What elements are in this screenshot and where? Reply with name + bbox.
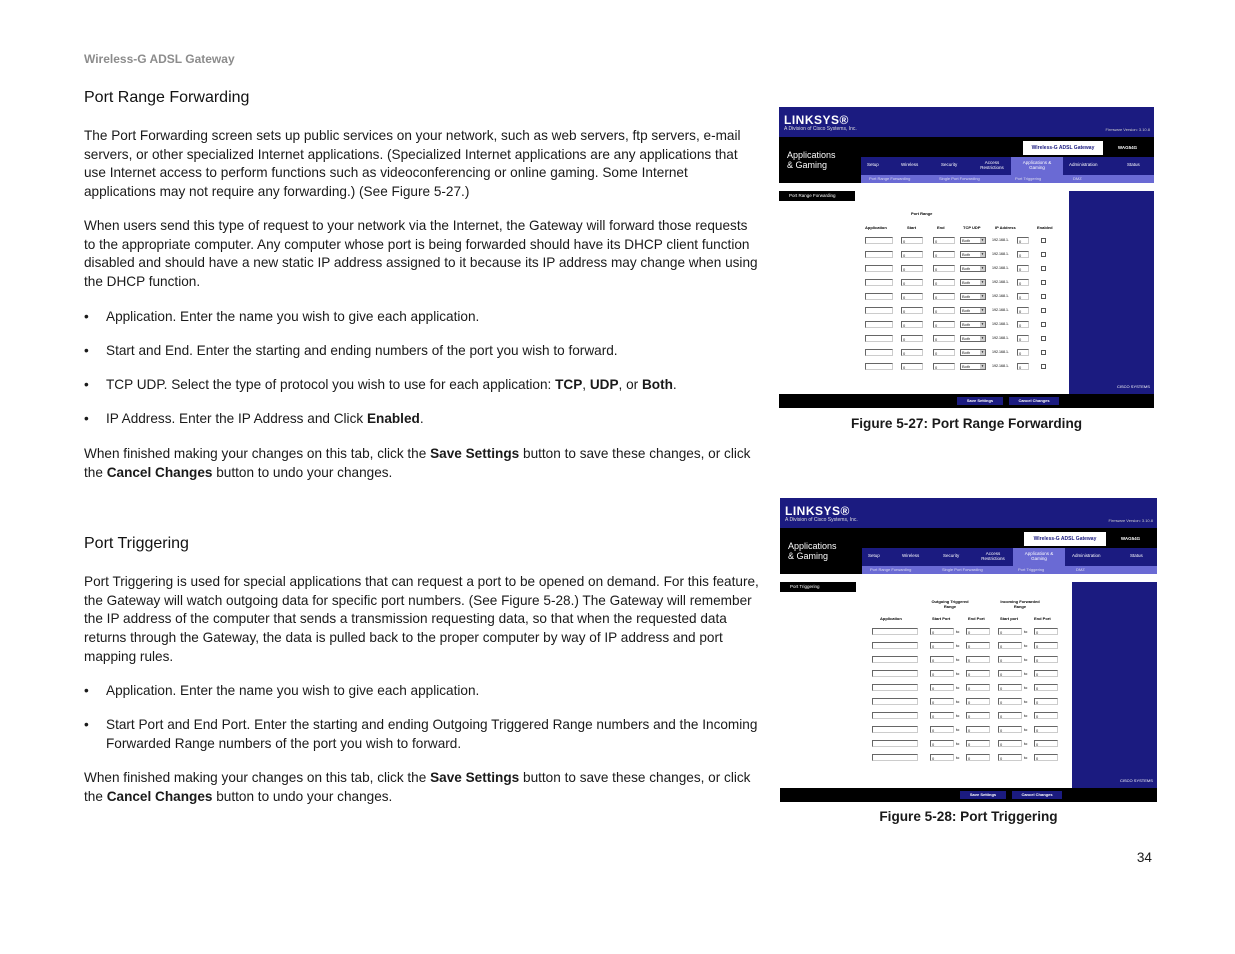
- forward-start-field: 0: [998, 656, 1022, 663]
- to-label: to: [956, 699, 960, 704]
- enabled-checkbox: [1041, 350, 1046, 355]
- application-field: [865, 237, 893, 244]
- protocol-select: Both ▼: [960, 237, 986, 244]
- to-label: to: [956, 629, 960, 634]
- chevron-down-icon: ▼: [981, 350, 984, 354]
- ip-prefix: 192.168.1.: [992, 308, 1009, 312]
- logo-subtitle: A Division of Cisco Systems, Inc.: [785, 517, 858, 523]
- right-help-pane: [1069, 191, 1154, 394]
- ip-last-octet-field: 0: [1017, 321, 1029, 328]
- outgoing-range-header: Outgoing Triggered Range: [931, 599, 969, 609]
- application-field: [872, 656, 918, 663]
- enabled-checkbox: [1041, 336, 1046, 341]
- figure-port-range-forwarding-screenshot: [779, 107, 1154, 408]
- list-item-text: Start and End. Enter the starting and ending numbers of the port you wish to forward.: [106, 343, 618, 358]
- tab-wireless: Wireless: [902, 553, 920, 558]
- forward-end-field: 0: [1034, 670, 1058, 677]
- chevron-down-icon: ▼: [981, 294, 984, 298]
- ip-prefix: 192.168.1.: [992, 336, 1009, 340]
- trigger-end-field: 0: [966, 712, 990, 719]
- section-heading-port-triggering: Port Triggering: [84, 535, 189, 552]
- application-field: [872, 642, 918, 649]
- tab-setup: Setup: [868, 553, 880, 558]
- trigger-start-field: 0: [930, 726, 954, 733]
- tab-security: Security: [943, 553, 960, 558]
- to-label: to: [1024, 741, 1028, 746]
- protocol-select: Both ▼: [960, 321, 986, 328]
- forward-end-field: 0: [1034, 684, 1058, 691]
- incoming-range-header: Incoming Forwarded Range: [1000, 599, 1040, 609]
- enabled-checkbox: [1041, 294, 1046, 299]
- trigger-end-field: 0: [966, 754, 990, 761]
- enabled-checkbox: [1041, 280, 1046, 285]
- ip-prefix: 192.168.1.: [992, 322, 1009, 326]
- subtab-single-port-forwarding: Single Port Forwarding: [942, 567, 983, 572]
- column-header: Application: [880, 616, 902, 621]
- end-port-field: 0: [933, 293, 955, 300]
- end-port-field: 0: [933, 363, 955, 370]
- end-port-field: 0: [933, 349, 955, 356]
- subtab-port-range-forwarding: Port Range Forwarding: [870, 567, 912, 572]
- protocol-select: Both ▼: [960, 293, 986, 300]
- tab-administration: Administration: [1072, 553, 1101, 558]
- application-field: [872, 670, 918, 677]
- application-field: [872, 726, 918, 733]
- to-label: to: [1024, 671, 1028, 676]
- to-label: to: [956, 643, 960, 648]
- enabled-checkbox: [1041, 308, 1046, 313]
- running-header: Wireless-G ADSL Gateway: [84, 52, 235, 66]
- list-item-text: TCP UDP. Select the type of protocol you wish to use for each application: TCP, UDP, or Both.: [106, 377, 677, 392]
- paragraph: Port Triggering is used for special applications that can request a port to be opened on demand. For this feature, the Gateway will watch outgoing data for specific port numbers. (See Figure 5-28.) The Gateway will remember the IP address of the computer that sends a transmission requesting data, so that when the requested data returns through the Gateway, the data is pulled back to the proper computer by way of IP address and port mapping rules.: [84, 574, 759, 664]
- left-section-label: Port Range Forwarding: [779, 191, 855, 201]
- forward-start-field: 0: [998, 754, 1022, 761]
- ip-prefix: 192.168.1.: [992, 266, 1009, 270]
- to-label: to: [956, 685, 960, 690]
- forward-end-field: 0: [1034, 754, 1058, 761]
- end-port-field: 0: [933, 251, 955, 258]
- application-field: [872, 740, 918, 747]
- tab-wireless: Wireless: [901, 162, 919, 167]
- column-header: TCP UDP: [963, 225, 981, 230]
- paragraph: When users send this type of request to your network via the Internet, the Gateway will forward those requests to the appropriate computer. Any computer whose port is being forwarded should have its DHCP client function disabled and should have a new static IP address assigned to it because its IP address may change when using the DHCP function.: [84, 218, 758, 290]
- forward-start-field: 0: [998, 670, 1022, 677]
- to-label: to: [956, 657, 960, 662]
- tab-access-restrictions: Access Restrictions: [981, 551, 1005, 561]
- start-port-field: 0: [901, 363, 923, 370]
- start-port-field: 0: [901, 307, 923, 314]
- protocol-select: Both ▼: [960, 279, 986, 286]
- end-port-field: 0: [933, 279, 955, 286]
- trigger-start-field: 0: [930, 642, 954, 649]
- forward-end-field: 0: [1034, 726, 1058, 733]
- start-port-field: 0: [901, 335, 923, 342]
- enabled-checkbox: [1041, 252, 1046, 257]
- bullet-mark: •: [84, 343, 89, 358]
- trigger-start-field: 0: [930, 712, 954, 719]
- list-item-text: IP Address. Enter the IP Address and Click Enabled.: [106, 411, 424, 426]
- forward-end-field: 0: [1034, 656, 1058, 663]
- bullet-mark: •: [84, 377, 89, 392]
- nav-section-title: Applications & Gaming: [787, 150, 836, 170]
- application-field: [872, 684, 918, 691]
- protocol-select: Both ▼: [960, 349, 986, 356]
- section-heading-port-range-forwarding: Port Range Forwarding: [84, 89, 250, 106]
- paragraph: When finished making your changes on this tab, click the Save Settings button to save these changes, or click the Cancel Changes button to undo your changes.: [84, 446, 751, 480]
- forward-start-field: 0: [998, 642, 1022, 649]
- trigger-start-field: 0: [930, 628, 954, 635]
- ip-last-octet-field: 0: [1017, 307, 1029, 314]
- chevron-down-icon: ▼: [981, 364, 984, 368]
- tab-setup: Setup: [867, 162, 879, 167]
- forward-end-field: 0: [1034, 740, 1058, 747]
- application-field: [872, 712, 918, 719]
- end-port-field: 0: [933, 265, 955, 272]
- protocol-select: Both ▼: [960, 265, 986, 272]
- trigger-end-field: 0: [966, 698, 990, 705]
- ip-last-octet-field: 0: [1017, 335, 1029, 342]
- enabled-checkbox: [1041, 266, 1046, 271]
- trigger-start-field: 0: [930, 740, 954, 747]
- firmware-version: Firmware Version: 3.10.8: [1108, 518, 1153, 523]
- to-label: to: [1024, 755, 1028, 760]
- tab-status: Status: [1130, 553, 1143, 558]
- forward-end-field: 0: [1034, 698, 1058, 705]
- column-header: Enabled: [1037, 225, 1053, 230]
- paragraph: The Port Forwarding screen sets up public services on your network, such as web servers, ftp servers, e-mail servers, or other specialized Internet applications. (Specialized Internet applications are any applications that use Internet access to perform functions such as videoconferencing or online gaming. Some Internet applications may not require any forwarding.) (See Figure 5-27.): [84, 128, 741, 200]
- start-port-field: 0: [901, 251, 923, 258]
- tab-applications-gaming: Applications & Gaming: [1022, 160, 1052, 170]
- to-label: to: [1024, 713, 1028, 718]
- tab-applications-gaming: Applications & Gaming: [1024, 551, 1054, 561]
- subtab-dmz: DMZ: [1073, 176, 1082, 181]
- to-label: to: [1024, 699, 1028, 704]
- chevron-down-icon: ▼: [981, 280, 984, 284]
- application-field: [872, 628, 918, 635]
- chevron-down-icon: ▼: [981, 322, 984, 326]
- protocol-select: Both ▼: [960, 335, 986, 342]
- nav-section-title: Applications & Gaming: [788, 541, 837, 561]
- to-label: to: [1024, 629, 1028, 634]
- trigger-end-field: 0: [966, 726, 990, 733]
- ip-last-octet-field: 0: [1017, 279, 1029, 286]
- paragraph: When finished making your changes on this tab, click the Save Settings button to save these changes, or click the Cancel Changes button to undo your changes.: [84, 770, 751, 804]
- ip-prefix: 192.168.1.: [992, 294, 1009, 298]
- start-port-field: 0: [901, 293, 923, 300]
- trigger-end-field: 0: [966, 628, 990, 635]
- application-field: [865, 321, 893, 328]
- to-label: to: [956, 741, 960, 746]
- subtab-single-port-forwarding: Single Port Forwarding: [939, 176, 980, 181]
- to-label: to: [1024, 685, 1028, 690]
- trigger-end-field: 0: [966, 684, 990, 691]
- ip-prefix: 192.168.1.: [992, 252, 1009, 256]
- right-help-pane: [1072, 582, 1157, 788]
- trigger-end-field: 0: [966, 642, 990, 649]
- end-port-field: 0: [933, 237, 955, 244]
- subtab-port-range-forwarding: Port Range Forwarding: [869, 176, 911, 181]
- enabled-checkbox: [1041, 322, 1046, 327]
- product-name: Wireless-G ADSL Gateway: [1023, 141, 1103, 155]
- trigger-end-field: 0: [966, 656, 990, 663]
- start-port-field: 0: [901, 349, 923, 356]
- column-header: Start Port: [932, 616, 951, 621]
- to-label: to: [1024, 643, 1028, 648]
- cisco-logo: CISCO SYSTEMS: [1120, 778, 1153, 783]
- protocol-select: Both ▼: [960, 363, 986, 370]
- cisco-logo: CISCO SYSTEMS: [1117, 384, 1150, 389]
- application-field: [865, 363, 893, 370]
- trigger-start-field: 0: [930, 670, 954, 677]
- trigger-start-field: 0: [930, 698, 954, 705]
- chevron-down-icon: ▼: [981, 336, 984, 340]
- figure-caption: Figure 5-27: Port Range Forwarding: [850, 416, 1083, 431]
- tab-status: Status: [1127, 162, 1140, 167]
- chevron-down-icon: ▼: [981, 266, 984, 270]
- enabled-checkbox: [1041, 364, 1046, 369]
- to-label: to: [956, 713, 960, 718]
- application-field: [872, 754, 918, 761]
- ip-last-octet-field: 0: [1017, 251, 1029, 258]
- column-header: End Port: [1034, 616, 1051, 621]
- ip-last-octet-field: 0: [1017, 349, 1029, 356]
- product-code: WAG54G: [1105, 141, 1150, 155]
- forward-end-field: 0: [1034, 642, 1058, 649]
- column-header: End: [937, 225, 945, 230]
- to-label: to: [1024, 657, 1028, 662]
- end-port-field: 0: [933, 335, 955, 342]
- left-section-label: Port Triggering: [780, 582, 856, 592]
- application-field: [865, 265, 893, 272]
- ip-last-octet-field: 0: [1017, 363, 1029, 370]
- ip-prefix: 192.168.1.: [992, 364, 1009, 368]
- chevron-down-icon: ▼: [981, 252, 984, 256]
- subtab-dmz: DMZ: [1076, 567, 1085, 572]
- trigger-end-field: 0: [966, 670, 990, 677]
- application-field: [865, 293, 893, 300]
- ip-last-octet-field: 0: [1017, 237, 1029, 244]
- application-field: [865, 335, 893, 342]
- forward-start-field: 0: [998, 684, 1022, 691]
- tab-administration: Administration: [1069, 162, 1098, 167]
- cancel-changes-button: Cancel Changes: [1009, 397, 1059, 405]
- product-code: WAG54G: [1108, 532, 1153, 546]
- end-port-field: 0: [933, 307, 955, 314]
- linksys-logo: LINKSYS®: [785, 504, 850, 518]
- forward-start-field: 0: [998, 628, 1022, 635]
- application-field: [865, 251, 893, 258]
- column-header: Start port: [1000, 616, 1018, 621]
- chevron-down-icon: ▼: [981, 308, 984, 312]
- list-item-text: Application. Enter the name you wish to give each application.: [106, 309, 480, 324]
- save-settings-button: Save Settings: [957, 397, 1003, 405]
- logo-subtitle: A Division of Cisco Systems, Inc.: [784, 126, 857, 132]
- protocol-select: Both ▼: [960, 307, 986, 314]
- end-port-field: 0: [933, 321, 955, 328]
- page-number: 34: [1136, 850, 1152, 865]
- to-label: to: [956, 727, 960, 732]
- bullet-mark: •: [84, 309, 89, 324]
- trigger-start-field: 0: [930, 656, 954, 663]
- firmware-version: Firmware Version: 3.10.8: [1105, 127, 1150, 132]
- forward-start-field: 0: [998, 726, 1022, 733]
- figure-port-triggering-screenshot: [780, 498, 1157, 802]
- column-header: Start: [907, 225, 917, 230]
- to-label: to: [1024, 727, 1028, 732]
- forward-start-field: 0: [998, 712, 1022, 719]
- tab-access-restrictions: Access Restrictions: [980, 160, 1004, 170]
- subtab-port-triggering: Port Triggering: [1018, 567, 1045, 572]
- start-port-field: 0: [901, 237, 923, 244]
- enabled-checkbox: [1041, 238, 1046, 243]
- subtab-port-triggering: Port Triggering: [1015, 176, 1042, 181]
- application-field: [865, 307, 893, 314]
- bullet-mark: •: [84, 717, 89, 732]
- application-field: [865, 349, 893, 356]
- forward-start-field: 0: [998, 740, 1022, 747]
- list-item-text: Start Port and End Port. Enter the starting and ending Outgoing Triggered Range numbers and the Incoming Forwarded Range numbers of the port you wish to forward.: [106, 717, 758, 751]
- column-header: IP Address: [995, 225, 1016, 230]
- trigger-end-field: 0: [966, 740, 990, 747]
- forward-end-field: 0: [1034, 628, 1058, 635]
- cancel-changes-button: Cancel Changes: [1012, 791, 1062, 799]
- start-port-field: 0: [901, 279, 923, 286]
- ip-last-octet-field: 0: [1017, 293, 1029, 300]
- to-label: to: [956, 671, 960, 676]
- linksys-logo: LINKSYS®: [784, 113, 849, 127]
- start-port-field: 0: [901, 265, 923, 272]
- product-name: Wireless-G ADSL Gateway: [1024, 532, 1106, 546]
- column-header: End Port: [968, 616, 985, 621]
- bullet-mark: •: [84, 411, 89, 426]
- save-settings-button: Save Settings: [960, 791, 1006, 799]
- list-item-text: Application. Enter the name you wish to give each application.: [106, 683, 480, 698]
- column-group-header: Port Range: [911, 211, 933, 216]
- ip-prefix: 192.168.1.: [992, 350, 1009, 354]
- start-port-field: 0: [901, 321, 923, 328]
- column-header: Application: [865, 225, 887, 230]
- ip-prefix: 192.168.1.: [992, 238, 1009, 242]
- chevron-down-icon: ▼: [981, 238, 984, 242]
- forward-end-field: 0: [1034, 712, 1058, 719]
- ip-prefix: 192.168.1.: [992, 280, 1009, 284]
- application-field: [872, 698, 918, 705]
- ip-last-octet-field: 0: [1017, 265, 1029, 272]
- trigger-start-field: 0: [930, 754, 954, 761]
- bullet-mark: •: [84, 683, 89, 698]
- tab-security: Security: [941, 162, 958, 167]
- application-field: [865, 279, 893, 286]
- to-label: to: [956, 755, 960, 760]
- protocol-select: Both ▼: [960, 251, 986, 258]
- forward-start-field: 0: [998, 698, 1022, 705]
- figure-caption: Figure 5-28: Port Triggering: [879, 809, 1058, 824]
- trigger-start-field: 0: [930, 684, 954, 691]
